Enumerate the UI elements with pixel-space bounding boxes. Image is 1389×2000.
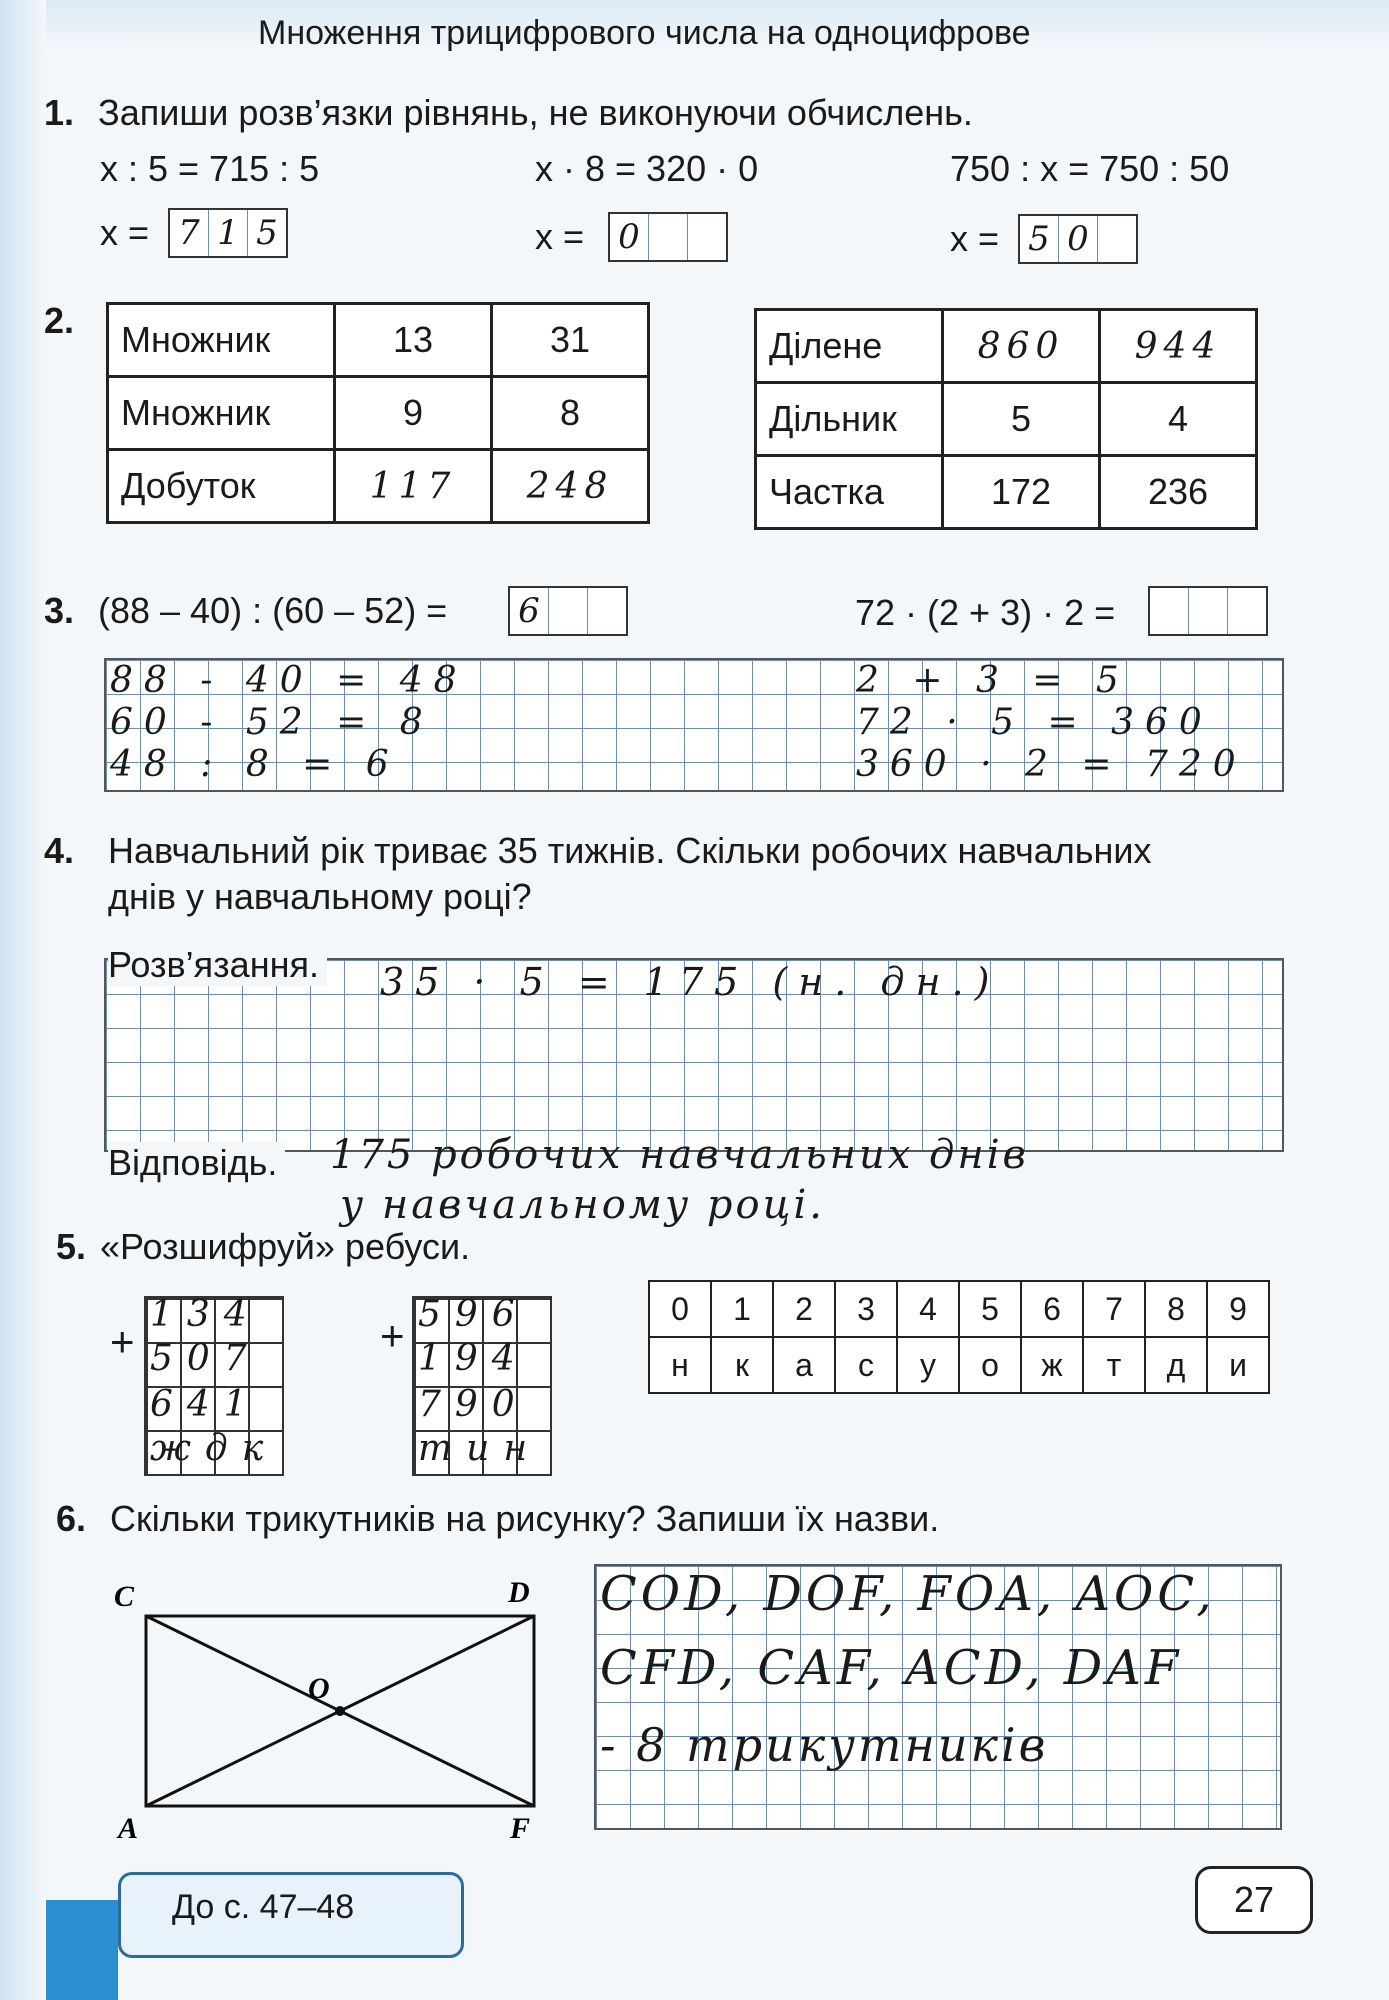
footer-page-reference: До с. 47–48 [172,1888,355,1926]
label-d: D [508,1576,530,1609]
task1-answer-1-cells[interactable] [168,208,288,258]
digit-cell [1189,588,1228,634]
row-label: Множник [108,377,335,450]
cipher-digit: 7 [1083,1281,1145,1337]
plus-sign: + [110,1318,135,1365]
label-c: C [114,1580,135,1613]
table-row [756,310,1257,383]
label-o: O [308,1672,330,1705]
digit-cell [549,588,588,634]
rebus-row: 507 [150,1338,261,1379]
digit-cell [688,214,726,260]
cipher-letters-row [649,1337,1269,1393]
cipher-digit: 1 [711,1281,773,1337]
task1-text: Запиши розв’язки рівнянь, не виконуючи обчислень. [98,92,973,133]
rebus-row[interactable]: ждк [150,1428,278,1469]
digit-cell: 6 [510,588,549,634]
cipher-digit: 6 [1021,1281,1083,1337]
task2-number: 2. [44,300,75,341]
cipher-letter: ж [1021,1337,1083,1393]
task1-answer-2-prefix: x = [535,216,585,257]
digit-cell [588,588,626,634]
table-cell: 4 [1100,383,1257,456]
digit-cell [1228,588,1266,634]
row-label: Множник [108,304,335,377]
cipher-letter: и [1207,1337,1269,1393]
table-cell-answer[interactable]: 117 [335,450,492,523]
cipher-digit: 9 [1207,1281,1269,1337]
digit-cell [1098,216,1136,262]
task1-number: 1. [44,92,75,133]
task6-text: Скільки трикутників на рисунку? Запиши їх назви. [110,1498,940,1539]
table-cell-answer[interactable]: 860 [943,310,1100,383]
table-cell: 8 [492,377,649,450]
division-table [754,308,1258,530]
task1-equation-2: x · 8 = 320 · 0 [535,148,759,189]
task3-work-left-line: 88 - 40 = 48 [110,660,468,701]
table-row [756,383,1257,456]
plus-sign: + [380,1312,405,1359]
task4-number: 4. [44,830,75,871]
row-label: Ділене [756,310,943,383]
task4-answer-line2: у навчальному році. [340,1182,825,1228]
task4-text-line2: днів у навчальному році? [108,876,532,917]
point-o [335,1706,345,1716]
task3-answer-right-cells[interactable] [1148,586,1268,636]
task5-text: «Розшифруй» ребуси. [100,1226,471,1267]
rebus-row: 641 [150,1384,261,1425]
table-cell: 236 [1100,456,1257,529]
digit-cell: 7 [170,210,209,256]
task3-work-right-line: 72 · 5 = 360 [856,702,1213,743]
task6-answer-line: COD, DOF, FOA, AOC, [600,1566,1216,1622]
table-cell-answer[interactable]: 248 [492,450,649,523]
cipher-letter: а [773,1337,835,1393]
cipher-letter: н [649,1337,711,1393]
rebus-row: 596 [418,1294,529,1335]
table-cell: 172 [943,456,1100,529]
row-label: Дільник [756,383,943,456]
cipher-digit: 3 [835,1281,897,1337]
footer-accent-bar [46,1900,118,2000]
table-cell-answer[interactable]: 944 [1100,310,1257,383]
task6-number: 6. [56,1498,87,1539]
table-cell: 13 [335,304,492,377]
page-title: Множення трицифрового числа на одноцифрове [258,14,1031,52]
cipher-digits-row [649,1281,1269,1337]
digit-cell: 5 [1020,216,1059,262]
table-row [108,377,649,450]
table-row [108,450,649,523]
cipher-letter: у [897,1337,959,1393]
digit-cell: 1 [209,210,248,256]
task4-solution: 35 · 5 = 175 (н. дн.) [380,960,1001,1004]
task5-number: 5. [56,1226,87,1267]
task3-expression-left: (88 – 40) : (60 – 52) = [98,590,448,631]
task3-work-left-line: 60 - 52 = 8 [110,702,434,743]
rebus-row[interactable]: тин [418,1428,542,1469]
task3-answer-left-cells[interactable] [508,586,628,636]
multiplication-table [106,302,650,524]
task3-number: 3. [44,590,75,631]
cipher-digit: 2 [773,1281,835,1337]
task3-work-right-line: 360 · 2 = 720 [856,744,1247,785]
digit-cell: 0 [1059,216,1098,262]
cipher-letter: о [959,1337,1021,1393]
solution-label: Розв’язання. [108,944,327,986]
cipher-digit: 0 [649,1281,711,1337]
rebus-row: 790 [418,1384,529,1425]
cipher-letter: д [1145,1337,1207,1393]
label-a: A [118,1812,139,1845]
rebus-row: 194 [418,1338,529,1379]
cipher-table [648,1280,1270,1394]
row-label: Добуток [108,450,335,523]
cipher-digit: 5 [959,1281,1021,1337]
digit-cell [1150,588,1189,634]
task6-answer-line: CFD, CAF, ACD, DAF [600,1640,1183,1696]
cipher-digit: 4 [897,1281,959,1337]
cipher-letter: с [835,1337,897,1393]
cipher-letter: т [1083,1337,1145,1393]
task4-text-line1: Навчальний рік триває 35 тижнів. Скільки робочих навчальних [108,830,1152,871]
rectangle-figure [100,1566,560,1856]
digit-cell: 5 [256,213,278,253]
task1-equation-1: x : 5 = 715 : 5 [100,148,320,189]
task3-work-left-line: 48 : 8 = 6 [110,744,400,785]
task1-answer-3-cells[interactable] [1018,214,1138,264]
label-f: F [510,1812,531,1845]
task3-work-right-line: 2 + 3 = 5 [856,660,1130,701]
rebus-row: 134 [150,1294,261,1335]
task1-answer-3-prefix: x = [950,218,1000,259]
cipher-digit: 8 [1145,1281,1207,1337]
task1-answer-1-prefix: x = [100,212,150,253]
task3-expression-right: 72 · (2 + 3) · 2 = [855,592,1116,633]
task1-equation-3: 750 : x = 750 : 50 [950,148,1230,189]
table-row [108,304,649,377]
task4-answer-line1: 175 робочих навчальних днів [330,1132,1029,1178]
table-row [756,456,1257,529]
page-number: 27 [1195,1866,1313,1934]
cipher-letter: к [711,1337,773,1393]
digit-cell [649,214,688,260]
table-cell: 9 [335,377,492,450]
answer-label: Відповідь. [108,1142,285,1184]
digit-cell: 0 [610,214,649,260]
row-label: Частка [756,456,943,529]
table-cell: 31 [492,304,649,377]
left-strip [0,0,46,2000]
table-cell: 5 [943,383,1100,456]
task6-answer-line: - 8 трикутників [600,1718,1049,1772]
task1-answer-2-cells[interactable] [608,212,728,262]
